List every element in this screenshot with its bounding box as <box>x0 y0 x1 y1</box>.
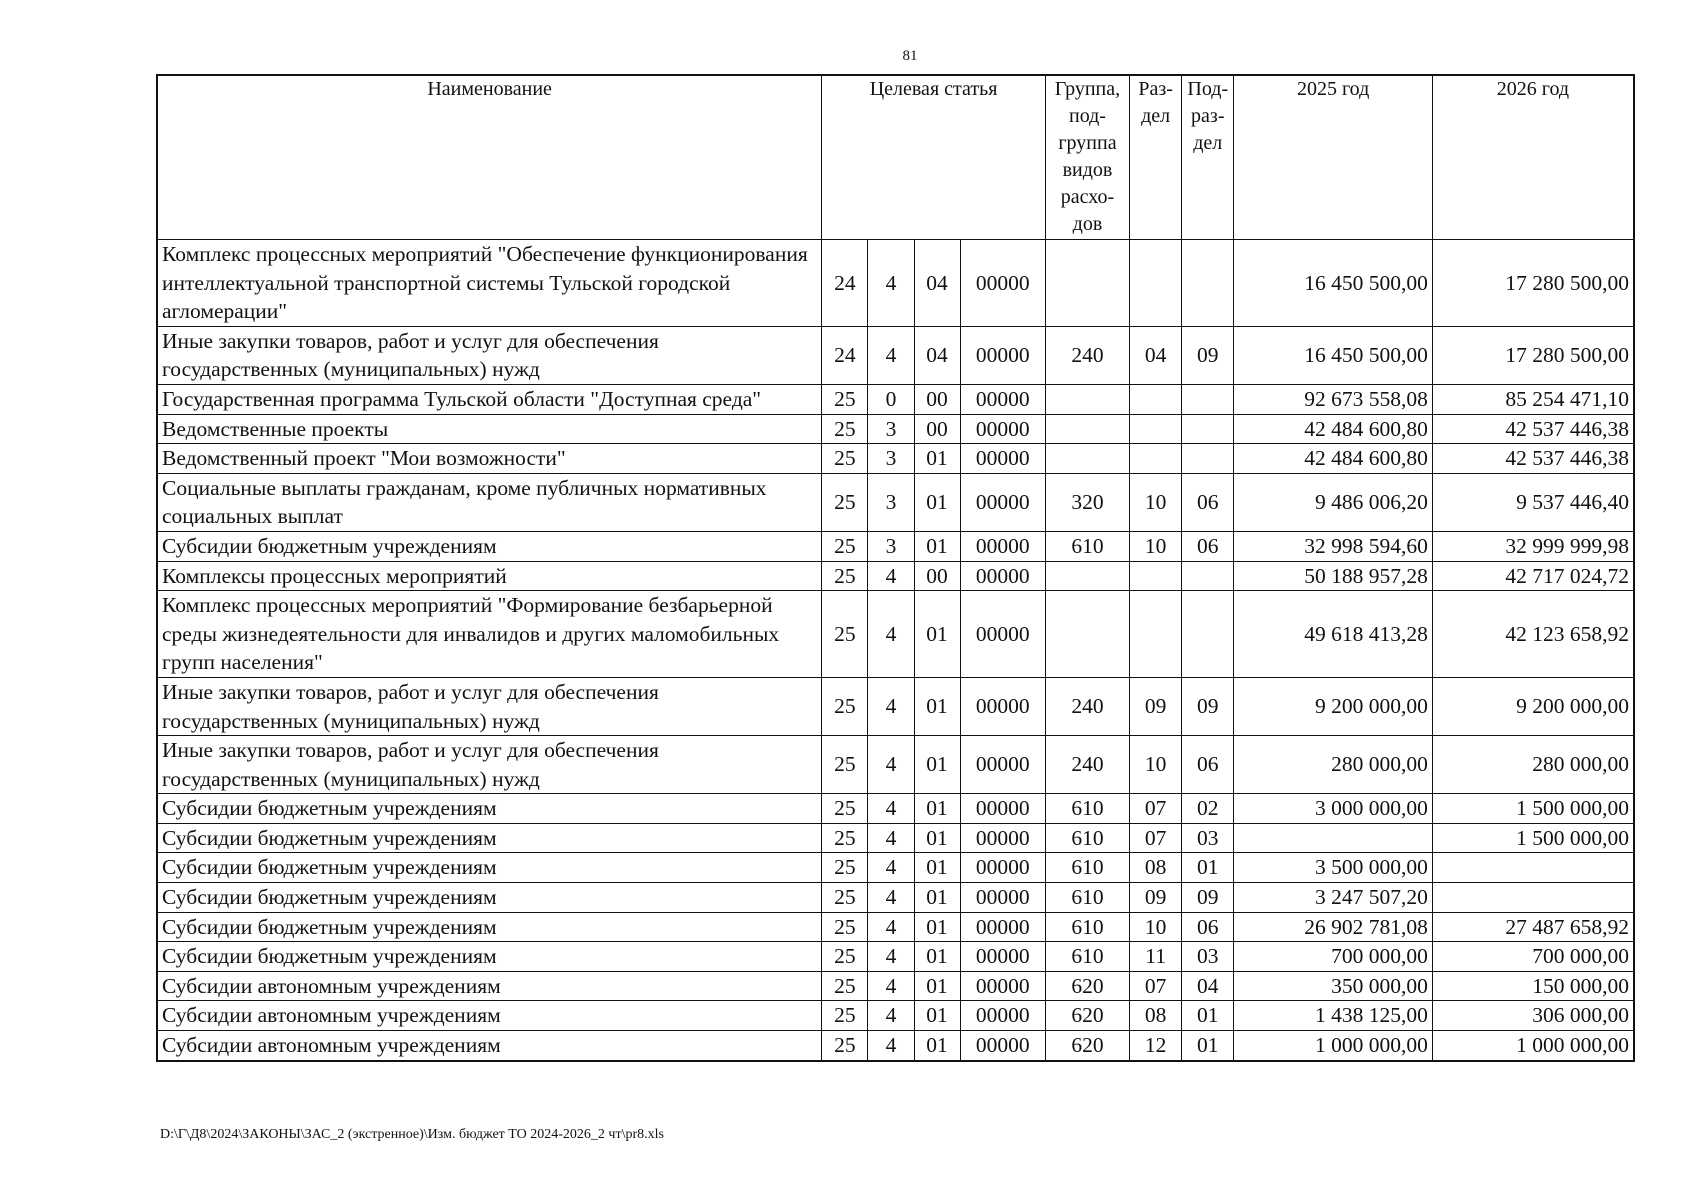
article-program: 25 <box>822 912 868 942</box>
article-structure: 01 <box>914 591 960 678</box>
article-structure: 01 <box>914 677 960 735</box>
article-type: 4 <box>868 853 914 883</box>
amount-2026: 150 000,00 <box>1432 971 1634 1001</box>
amount-2026: 17 280 500,00 <box>1432 240 1634 327</box>
article-type: 4 <box>868 971 914 1001</box>
expense-group: 620 <box>1045 1031 1129 1061</box>
amount-2025: 1 438 125,00 <box>1234 1001 1433 1031</box>
subsection-code <box>1182 384 1234 414</box>
article-type: 4 <box>868 240 914 327</box>
article-structure: 01 <box>914 971 960 1001</box>
article-structure: 01 <box>914 883 960 913</box>
article-program: 25 <box>822 473 868 531</box>
expense-group: 610 <box>1045 942 1129 972</box>
table-row <box>157 531 1634 561</box>
expense-group: 320 <box>1045 473 1129 531</box>
row-name: Комплексы процессных мероприятий <box>157 561 822 591</box>
expense-group: 610 <box>1045 912 1129 942</box>
article-structure: 00 <box>914 561 960 591</box>
amount-2026: 42 537 446,38 <box>1432 444 1634 474</box>
section-code: 07 <box>1130 823 1182 853</box>
section-code: 10 <box>1130 473 1182 531</box>
amount-2026: 1 500 000,00 <box>1432 794 1634 824</box>
article-type: 4 <box>868 561 914 591</box>
amount-2026 <box>1432 883 1634 913</box>
table-row <box>157 591 1634 678</box>
article-direction: 00000 <box>960 883 1045 913</box>
article-type: 3 <box>868 444 914 474</box>
amount-2026: 9 200 000,00 <box>1432 677 1634 735</box>
table-row <box>157 561 1634 591</box>
article-program: 25 <box>822 444 868 474</box>
article-direction: 00000 <box>960 414 1045 444</box>
subsection-code: 03 <box>1182 942 1234 972</box>
amount-2026: 700 000,00 <box>1432 942 1634 972</box>
header-2026: 2026 год <box>1432 75 1634 240</box>
header-target-article: Целевая статья <box>822 75 1046 240</box>
subsection-code: 01 <box>1182 853 1234 883</box>
article-program: 25 <box>822 384 868 414</box>
table-row <box>157 942 1634 972</box>
table-row <box>157 1001 1634 1031</box>
expense-group <box>1045 384 1129 414</box>
section-code: 12 <box>1130 1031 1182 1061</box>
article-program: 25 <box>822 1001 868 1031</box>
subsection-code: 03 <box>1182 823 1234 853</box>
article-structure: 04 <box>914 326 960 384</box>
article-structure: 01 <box>914 473 960 531</box>
file-path: D:\Г\Д8\2024\ЗАКОНЫ\ЗАС_2 (экстренное)\Изм. бюджет ТО 2024-2026_2 чт\pr8.xls <box>160 1127 664 1142</box>
row-name: Субсидии бюджетным учреждениям <box>157 531 822 561</box>
article-program: 25 <box>822 677 868 735</box>
amount-2025: 16 450 500,00 <box>1234 326 1433 384</box>
article-program: 24 <box>822 326 868 384</box>
row-name: Социальные выплаты гражданам, кроме публичных нормативных социальных выплат <box>157 473 822 531</box>
article-type: 4 <box>868 677 914 735</box>
expense-group <box>1045 591 1129 678</box>
article-type: 4 <box>868 1001 914 1031</box>
row-name: Субсидии бюджетным учреждениям <box>157 883 822 913</box>
amount-2025: 700 000,00 <box>1234 942 1433 972</box>
amount-2025: 49 618 413,28 <box>1234 591 1433 678</box>
table-row <box>157 414 1634 444</box>
article-program: 25 <box>822 561 868 591</box>
article-type: 3 <box>868 531 914 561</box>
section-code <box>1130 240 1182 327</box>
section-code <box>1130 414 1182 444</box>
budget-table <box>156 74 1635 1062</box>
table-row <box>157 1031 1634 1061</box>
row-name: Субсидии автономным учреждениям <box>157 1001 822 1031</box>
article-program: 25 <box>822 736 868 794</box>
amount-2026: 42 717 024,72 <box>1432 561 1634 591</box>
amount-2025: 42 484 600,80 <box>1234 414 1433 444</box>
table-row <box>157 384 1634 414</box>
expense-group: 240 <box>1045 736 1129 794</box>
expense-group: 610 <box>1045 531 1129 561</box>
article-program: 25 <box>822 414 868 444</box>
article-direction: 00000 <box>960 1031 1045 1061</box>
expense-group: 610 <box>1045 853 1129 883</box>
table-row <box>157 823 1634 853</box>
amount-2026: 280 000,00 <box>1432 736 1634 794</box>
section-code <box>1130 591 1182 678</box>
row-name: Ведомственные проекты <box>157 414 822 444</box>
subsection-code: 09 <box>1182 326 1234 384</box>
subsection-code <box>1182 561 1234 591</box>
table-row <box>157 971 1634 1001</box>
row-name: Иные закупки товаров, работ и услуг для обеспечения государственных (муниципальных) нужд <box>157 736 822 794</box>
article-type: 4 <box>868 942 914 972</box>
subsection-code <box>1182 591 1234 678</box>
amount-2025 <box>1234 823 1433 853</box>
article-direction: 00000 <box>960 942 1045 972</box>
article-direction: 00000 <box>960 384 1045 414</box>
article-type: 4 <box>868 736 914 794</box>
article-structure: 01 <box>914 1001 960 1031</box>
section-code: 04 <box>1130 326 1182 384</box>
amount-2026: 1 500 000,00 <box>1432 823 1634 853</box>
amount-2025: 16 450 500,00 <box>1234 240 1433 327</box>
row-name: Иные закупки товаров, работ и услуг для обеспечения государственных (муниципальных) нужд <box>157 326 822 384</box>
article-type: 4 <box>868 326 914 384</box>
article-type: 3 <box>868 414 914 444</box>
header-expense-group: Группа, под-группа видов расхо-дов <box>1045 75 1129 240</box>
row-name: Комплекс процессных мероприятий "Обеспечение функционирования интеллектуальной транспортной системы Тульской городской агломерации" <box>157 240 822 327</box>
article-direction: 00000 <box>960 823 1045 853</box>
page-number: 81 <box>902 48 918 64</box>
article-program: 25 <box>822 794 868 824</box>
article-type: 4 <box>868 912 914 942</box>
row-name: Ведомственный проект "Мои возможности" <box>157 444 822 474</box>
table-row <box>157 853 1634 883</box>
article-direction: 00000 <box>960 971 1045 1001</box>
section-code: 09 <box>1130 883 1182 913</box>
subsection-code <box>1182 414 1234 444</box>
article-direction: 00000 <box>960 473 1045 531</box>
article-direction: 00000 <box>960 240 1045 327</box>
table-row <box>157 883 1634 913</box>
section-code: 09 <box>1130 677 1182 735</box>
amount-2025: 26 902 781,08 <box>1234 912 1433 942</box>
article-type: 4 <box>868 591 914 678</box>
amount-2026: 42 537 446,38 <box>1432 414 1634 444</box>
table-row <box>157 912 1634 942</box>
article-type: 3 <box>868 473 914 531</box>
article-direction: 00000 <box>960 736 1045 794</box>
article-structure: 01 <box>914 444 960 474</box>
amount-2025: 350 000,00 <box>1234 971 1433 1001</box>
article-program: 25 <box>822 942 868 972</box>
amount-2026: 1 000 000,00 <box>1432 1031 1634 1061</box>
table-header <box>157 75 1634 240</box>
article-direction: 00000 <box>960 1001 1045 1031</box>
row-name: Иные закупки товаров, работ и услуг для обеспечения государственных (муниципальных) нужд <box>157 677 822 735</box>
article-direction: 00000 <box>960 444 1045 474</box>
expense-group: 610 <box>1045 883 1129 913</box>
article-direction: 00000 <box>960 326 1045 384</box>
table-row <box>157 794 1634 824</box>
article-program: 25 <box>822 853 868 883</box>
amount-2025: 50 188 957,28 <box>1234 561 1433 591</box>
subsection-code: 02 <box>1182 794 1234 824</box>
article-program: 24 <box>822 240 868 327</box>
article-program: 25 <box>822 883 868 913</box>
row-name: Субсидии автономным учреждениям <box>157 1031 822 1061</box>
article-structure: 01 <box>914 853 960 883</box>
expense-group <box>1045 444 1129 474</box>
section-code <box>1130 444 1182 474</box>
expense-group <box>1045 240 1129 327</box>
article-structure: 01 <box>914 1031 960 1061</box>
section-code: 07 <box>1130 971 1182 1001</box>
header-section: Раз-дел <box>1130 75 1182 240</box>
section-code <box>1130 561 1182 591</box>
section-code <box>1130 384 1182 414</box>
article-direction: 00000 <box>960 794 1045 824</box>
expense-group: 240 <box>1045 326 1129 384</box>
subsection-code: 09 <box>1182 883 1234 913</box>
article-program: 25 <box>822 1031 868 1061</box>
article-type: 4 <box>868 883 914 913</box>
row-name: Государственная программа Тульской области "Доступная среда" <box>157 384 822 414</box>
expense-group <box>1045 561 1129 591</box>
amount-2026: 9 537 446,40 <box>1432 473 1634 531</box>
article-direction: 00000 <box>960 531 1045 561</box>
table-row <box>157 677 1634 735</box>
amount-2025: 32 998 594,60 <box>1234 531 1433 561</box>
header-2025: 2025 год <box>1234 75 1433 240</box>
article-structure: 01 <box>914 912 960 942</box>
article-type: 4 <box>868 794 914 824</box>
section-code: 11 <box>1130 942 1182 972</box>
header-subsection: Под-раз-дел <box>1182 75 1234 240</box>
expense-group: 240 <box>1045 677 1129 735</box>
article-structure: 01 <box>914 823 960 853</box>
subsection-code: 09 <box>1182 677 1234 735</box>
row-name: Комплекс процессных мероприятий "Формирование безбарьерной среды жизнедеятельности для инвалидов и других маломобильных групп населения" <box>157 591 822 678</box>
row-name: Субсидии бюджетным учреждениям <box>157 942 822 972</box>
amount-2026: 306 000,00 <box>1432 1001 1634 1031</box>
subsection-code: 06 <box>1182 473 1234 531</box>
amount-2025: 92 673 558,08 <box>1234 384 1433 414</box>
amount-2025: 42 484 600,80 <box>1234 444 1433 474</box>
subsection-code: 06 <box>1182 912 1234 942</box>
subsection-code: 01 <box>1182 1031 1234 1061</box>
section-code: 10 <box>1130 531 1182 561</box>
section-code: 07 <box>1130 794 1182 824</box>
article-structure: 00 <box>914 384 960 414</box>
expense-group: 610 <box>1045 823 1129 853</box>
subsection-code: 01 <box>1182 1001 1234 1031</box>
article-structure: 01 <box>914 736 960 794</box>
article-program: 25 <box>822 823 868 853</box>
article-structure: 01 <box>914 531 960 561</box>
amount-2026 <box>1432 853 1634 883</box>
table-row <box>157 326 1634 384</box>
subsection-code <box>1182 240 1234 327</box>
expense-group: 620 <box>1045 1001 1129 1031</box>
article-direction: 00000 <box>960 561 1045 591</box>
article-direction: 00000 <box>960 912 1045 942</box>
amount-2025: 9 486 006,20 <box>1234 473 1433 531</box>
article-direction: 00000 <box>960 677 1045 735</box>
amount-2025: 9 200 000,00 <box>1234 677 1433 735</box>
amount-2025: 3 000 000,00 <box>1234 794 1433 824</box>
table-row <box>157 473 1634 531</box>
row-name: Субсидии бюджетным учреждениям <box>157 794 822 824</box>
row-name: Субсидии бюджетным учреждениям <box>157 912 822 942</box>
expense-group: 610 <box>1045 794 1129 824</box>
row-name: Субсидии бюджетным учреждениям <box>157 853 822 883</box>
subsection-code: 06 <box>1182 531 1234 561</box>
amount-2026: 32 999 999,98 <box>1432 531 1634 561</box>
amount-2026: 17 280 500,00 <box>1432 326 1634 384</box>
subsection-code: 06 <box>1182 736 1234 794</box>
article-type: 0 <box>868 384 914 414</box>
row-name: Субсидии автономным учреждениям <box>157 971 822 1001</box>
article-program: 25 <box>822 531 868 561</box>
article-structure: 01 <box>914 794 960 824</box>
expense-group <box>1045 414 1129 444</box>
table-row <box>157 444 1634 474</box>
expense-group: 620 <box>1045 971 1129 1001</box>
amount-2026: 85 254 471,10 <box>1432 384 1634 414</box>
header-name: Наименование <box>157 75 822 240</box>
article-structure: 01 <box>914 942 960 972</box>
section-code: 10 <box>1130 736 1182 794</box>
article-structure: 00 <box>914 414 960 444</box>
section-code: 08 <box>1130 853 1182 883</box>
amount-2026: 27 487 658,92 <box>1432 912 1634 942</box>
table-body <box>157 240 1634 1061</box>
amount-2025: 3 500 000,00 <box>1234 853 1433 883</box>
subsection-code: 04 <box>1182 971 1234 1001</box>
amount-2025: 280 000,00 <box>1234 736 1433 794</box>
amount-2025: 1 000 000,00 <box>1234 1031 1433 1061</box>
article-program: 25 <box>822 591 868 678</box>
amount-2025: 3 247 507,20 <box>1234 883 1433 913</box>
article-structure: 04 <box>914 240 960 327</box>
article-direction: 00000 <box>960 853 1045 883</box>
subsection-code <box>1182 444 1234 474</box>
table-row <box>157 736 1634 794</box>
article-direction: 00000 <box>960 591 1045 678</box>
article-type: 4 <box>868 1031 914 1061</box>
table-row <box>157 240 1634 327</box>
section-code: 10 <box>1130 912 1182 942</box>
section-code: 08 <box>1130 1001 1182 1031</box>
amount-2026: 42 123 658,92 <box>1432 591 1634 678</box>
row-name: Субсидии бюджетным учреждениям <box>157 823 822 853</box>
article-type: 4 <box>868 823 914 853</box>
article-program: 25 <box>822 971 868 1001</box>
